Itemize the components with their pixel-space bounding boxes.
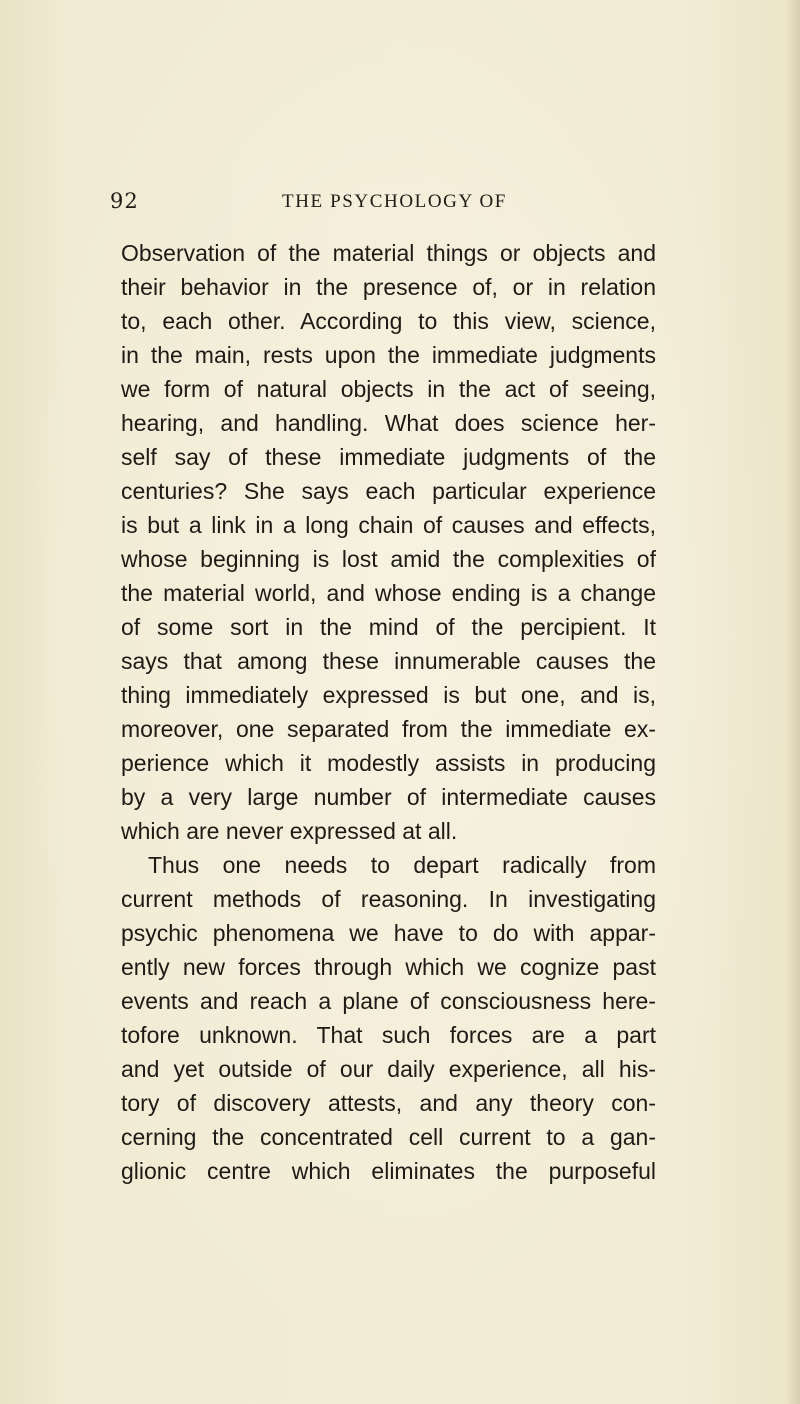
body-text	[121, 236, 656, 1188]
text-line: is but a link in a long chain of causes and effects,	[121, 512, 656, 538]
text-line: by a very large number of intermediate causes	[121, 784, 656, 810]
text-line-paragraph-start: Thus one needs to depart radically from	[148, 852, 656, 878]
page-edge-shadow	[786, 0, 800, 1404]
text-line: tofore unknown. That such forces are a part	[121, 1022, 656, 1048]
text-line: self say of these immediate judgments of the	[121, 444, 656, 470]
text-line: tory of discovery attests, and any theory con-	[121, 1090, 656, 1116]
running-head	[110, 189, 670, 219]
running-title: THE PSYCHOLOGY OF	[282, 191, 507, 212]
text-line: current methods of reasoning. In investigating	[121, 886, 656, 912]
text-line: whose beginning is lost amid the complexities of	[121, 546, 656, 572]
text-line: says that among these innumerable causes the	[121, 648, 656, 674]
text-line: events and reach a plane of consciousness here-	[121, 988, 656, 1014]
text-line: to, each other. According to this view, science,	[121, 308, 656, 334]
text-line: the material world, and whose ending is a change	[121, 580, 656, 606]
text-line: ently new forces through which we cognize past	[121, 954, 656, 980]
text-line: in the main, rests upon the immediate judgments	[121, 342, 656, 368]
text-line: Observation of the material things or objects and	[121, 240, 656, 266]
text-line: and yet outside of our daily experience, all his-	[121, 1056, 656, 1082]
text-line: perience which it modestly assists in producing	[121, 750, 656, 776]
text-line: moreover, one separated from the immediate ex-	[121, 716, 656, 742]
page-number: 92	[110, 189, 139, 213]
text-line: their behavior in the presence of, or in relation	[121, 274, 656, 300]
text-line: of some sort in the mind of the percipient. It	[121, 614, 656, 640]
text-line: hearing, and handling. What does science her-	[121, 410, 656, 436]
text-line: centuries? She says each particular experience	[121, 478, 656, 504]
text-line: thing immediately expressed is but one, and is,	[121, 682, 656, 708]
text-line: psychic phenomena we have to do with appar-	[121, 920, 656, 946]
text-line: cerning the concentrated cell current to a gan-	[121, 1124, 656, 1150]
text-line: glionic centre which eliminates the purposeful	[121, 1158, 656, 1184]
text-line-paragraph-end: which are never expressed at all.	[121, 818, 458, 844]
text-line: we form of natural objects in the act of seeing,	[121, 376, 656, 402]
